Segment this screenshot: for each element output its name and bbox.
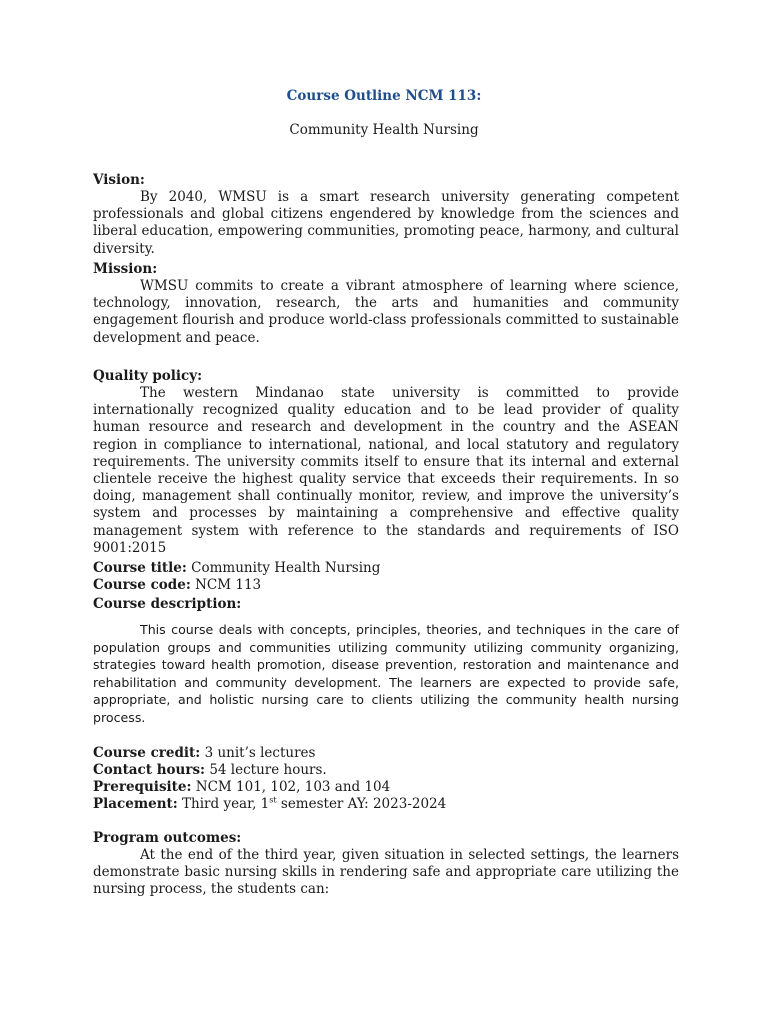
course-credit-label: Course credit: bbox=[93, 745, 201, 761]
course-info-block bbox=[93, 560, 679, 613]
placement-value-sup: st bbox=[269, 795, 277, 805]
course-code-label: Course code: bbox=[93, 577, 191, 593]
mission-heading: Mission: bbox=[93, 261, 158, 277]
quality-policy-text: The western Mindanao state university is committed to provide internationally recognized quality education and to be lead provider of quality human resource and research and development in the country and the ASEAN region in compliance to international, national, and local statutory and regulatory requirements. The university commits itself to ensure that its internal and external clientele receive the highest quality service that exceeds their requirements. In so doing, management shall continually monitor, review, and improve the university’s system and processes by maintaining a comprehensive and effective quality management system with reference to the standards and requirements of ISO 9001:2015 bbox=[93, 385, 679, 556]
prerequisite-line bbox=[93, 779, 679, 796]
prerequisite-label: Prerequisite: bbox=[93, 779, 192, 795]
course-description-section bbox=[93, 621, 679, 727]
mission-text: WMSU commits to create a vibrant atmosphere of learning where science, technology, innovation, research, the arts and humanities and community engagement flourish and produce world-class professionals committed to sustainable development and peace. bbox=[93, 278, 679, 346]
document-subtitle: Community Health Nursing bbox=[289, 122, 479, 138]
program-outcomes-heading: Program outcomes: bbox=[93, 830, 242, 846]
course-code-line bbox=[93, 577, 679, 594]
vision-heading: Vision: bbox=[93, 172, 145, 188]
course-title-label: Course title: bbox=[93, 560, 187, 576]
program-outcomes-text: At the end of the third year, given situation in selected settings, the learners demonstrate basic nursing skills in rendering safe and appropriate care utilizing the nursing process, the students can: bbox=[93, 847, 679, 898]
placement-value-pre: Third year, 1 bbox=[177, 796, 270, 812]
quality-policy-heading: Quality policy: bbox=[93, 368, 203, 384]
contact-hours-value: 54 lecture hours. bbox=[205, 762, 327, 778]
contact-hours-line bbox=[93, 762, 679, 779]
course-description-heading: Course description: bbox=[93, 596, 242, 612]
course-description-text: This course deals with concepts, principles, theories, and techniques in the care of population groups and communities utilizing community utilizing community organizing, strategies toward health promotion, disease prevention, restoration and maintenance and rehabilitation and community development. The learners are expected to provide safe, appropriate, and holistic nursing care to clients utilizing the community health nursing process. bbox=[93, 622, 679, 725]
placement-value-post: semester AY: 2023-2024 bbox=[276, 796, 447, 812]
mission-section bbox=[93, 261, 679, 347]
quality-policy-section bbox=[93, 368, 679, 557]
vision-section bbox=[93, 172, 679, 258]
course-details-block bbox=[93, 745, 679, 813]
course-credit-value: 3 unit’s lectures bbox=[200, 745, 316, 761]
document-title: Course Outline NCM 113: bbox=[286, 88, 482, 104]
course-title-value: Community Health Nursing bbox=[186, 560, 381, 576]
program-outcomes-section bbox=[93, 830, 679, 899]
placement-label: Placement: bbox=[93, 796, 178, 812]
course-title-line bbox=[93, 560, 679, 577]
vision-text: By 2040, WMSU is a smart research university generating competent professionals and global citizens engendered by knowledge from the sciences and liberal education, empowering communities, promoting peace, harmony, and cultural diversity. bbox=[93, 189, 679, 257]
placement-line bbox=[93, 796, 679, 813]
course-code-value: NCM 113 bbox=[190, 577, 262, 593]
course-credit-line bbox=[93, 745, 679, 762]
prerequisite-value: NCM 101, 102, 103 and 104 bbox=[191, 779, 391, 795]
contact-hours-label: Contact hours: bbox=[93, 762, 206, 778]
